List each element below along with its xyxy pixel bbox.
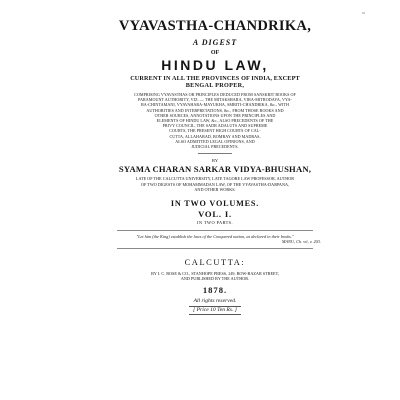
credential-line: LATE OF THE CALCUTTA UNIVERSITY, LATE TAGORE LAW PROFESSOR, AUTHOR: [135, 176, 295, 182]
by-label: BY: [211, 158, 219, 164]
printer-block: [108, 271, 322, 282]
title-block: [100, 18, 330, 315]
divider: [117, 248, 313, 249]
description-line: JUDICIAL PRECEDENTS.: [191, 144, 239, 150]
volume-number: VOL. I.: [198, 209, 232, 220]
book-title: VYAVASTHA-CHANDRIKA,: [118, 18, 312, 34]
scope-line: CURRENT IN ALL THE PROVINCES OF INDIA, EXCEPT: [130, 75, 300, 82]
imprint-city: CALCUTTA:: [184, 257, 246, 267]
description-line: PRIVY COUNCIL, THE SADR ADALUTS AND SUPREME: [162, 123, 268, 129]
hindu-law-heading: HINDU LAW,: [161, 57, 269, 73]
description-line: BA-CHINTAMANI, VYAVAHARA-MAYUKHA, SMRITI-CHANDRIKA, &c., WITH: [141, 102, 289, 108]
description-block: [104, 92, 326, 149]
author-credentials: [102, 176, 328, 192]
credential-line: OF TWO DIGESTS OF MOHAMMADAN LAW, OF THE VYAVASTHA-DARPANA,: [140, 181, 290, 187]
description-line: COMPRISING VYAVASTHAS OR PRINCIPLES DEDUCED FROM SANSKRIT BOOKS OF: [134, 92, 296, 97]
description-line: ELEMENTS OF HINDU LAW, &c., ALSO PRECEDENTS OF THE: [156, 118, 274, 124]
parts-line: IN TWO PARTS.: [196, 220, 234, 226]
printer-line: AND PUBLISHED BY THE AUTHOR.: [180, 276, 250, 282]
divider: [117, 230, 313, 231]
page-mark: [362, 12, 365, 14]
volumes-line: IN TWO VOLUMES.: [170, 199, 260, 209]
epigraph-text: "Let him (the King) establish the laws of the Conquered nation, as declared in their books.": [136, 234, 294, 240]
credential-line: AND OTHER WORKS.: [194, 186, 236, 192]
epigraph-citation: MANU, Ch. vii, v. 203.: [281, 239, 321, 245]
description-line: COURTS, THE PRESENT HIGH COURTS OF CAL-: [169, 128, 261, 134]
divider: [198, 153, 232, 154]
price-text: [ Price 10 Ten Rs. ]: [189, 306, 241, 315]
rights-notice: All rights reserved.: [193, 298, 237, 305]
description-line: OTHER SOURCES, ANNOTATIONS UPON THE PRINCIPLES AND: [154, 112, 276, 118]
author-name: SYAMA CHARAN SARKAR VIDYA-BHUSHAN,: [118, 164, 312, 175]
book-subtitle: A DIGEST: [192, 38, 238, 47]
printer-line: BY I. C. BOSE & CO., STANHOPE PRESS, 249, BOW-BAZAR STREET,: [151, 270, 279, 276]
description-line: PARAMOUNT AUTHORITY, VIZ. — THE MITAKSHARA, VIRA-MITRODAYA, VYA-: [138, 97, 292, 103]
price-notice: [100, 306, 330, 315]
exception-line: BENGAL PROPER,: [185, 82, 245, 89]
description-line: CUTTA, ALLAHABAD, BOMBAY AND MADRAS,: [169, 133, 261, 139]
description-line: ALSO ADMITTED LEGAL OPINIONS, AND: [175, 138, 255, 144]
publication-year: 1878.: [202, 285, 228, 296]
description-line: AUTHORITIES AND INTERPRETATIONS, &c., FROM THOSE BOOKS AND: [146, 107, 284, 113]
of-line: OF: [210, 50, 220, 56]
